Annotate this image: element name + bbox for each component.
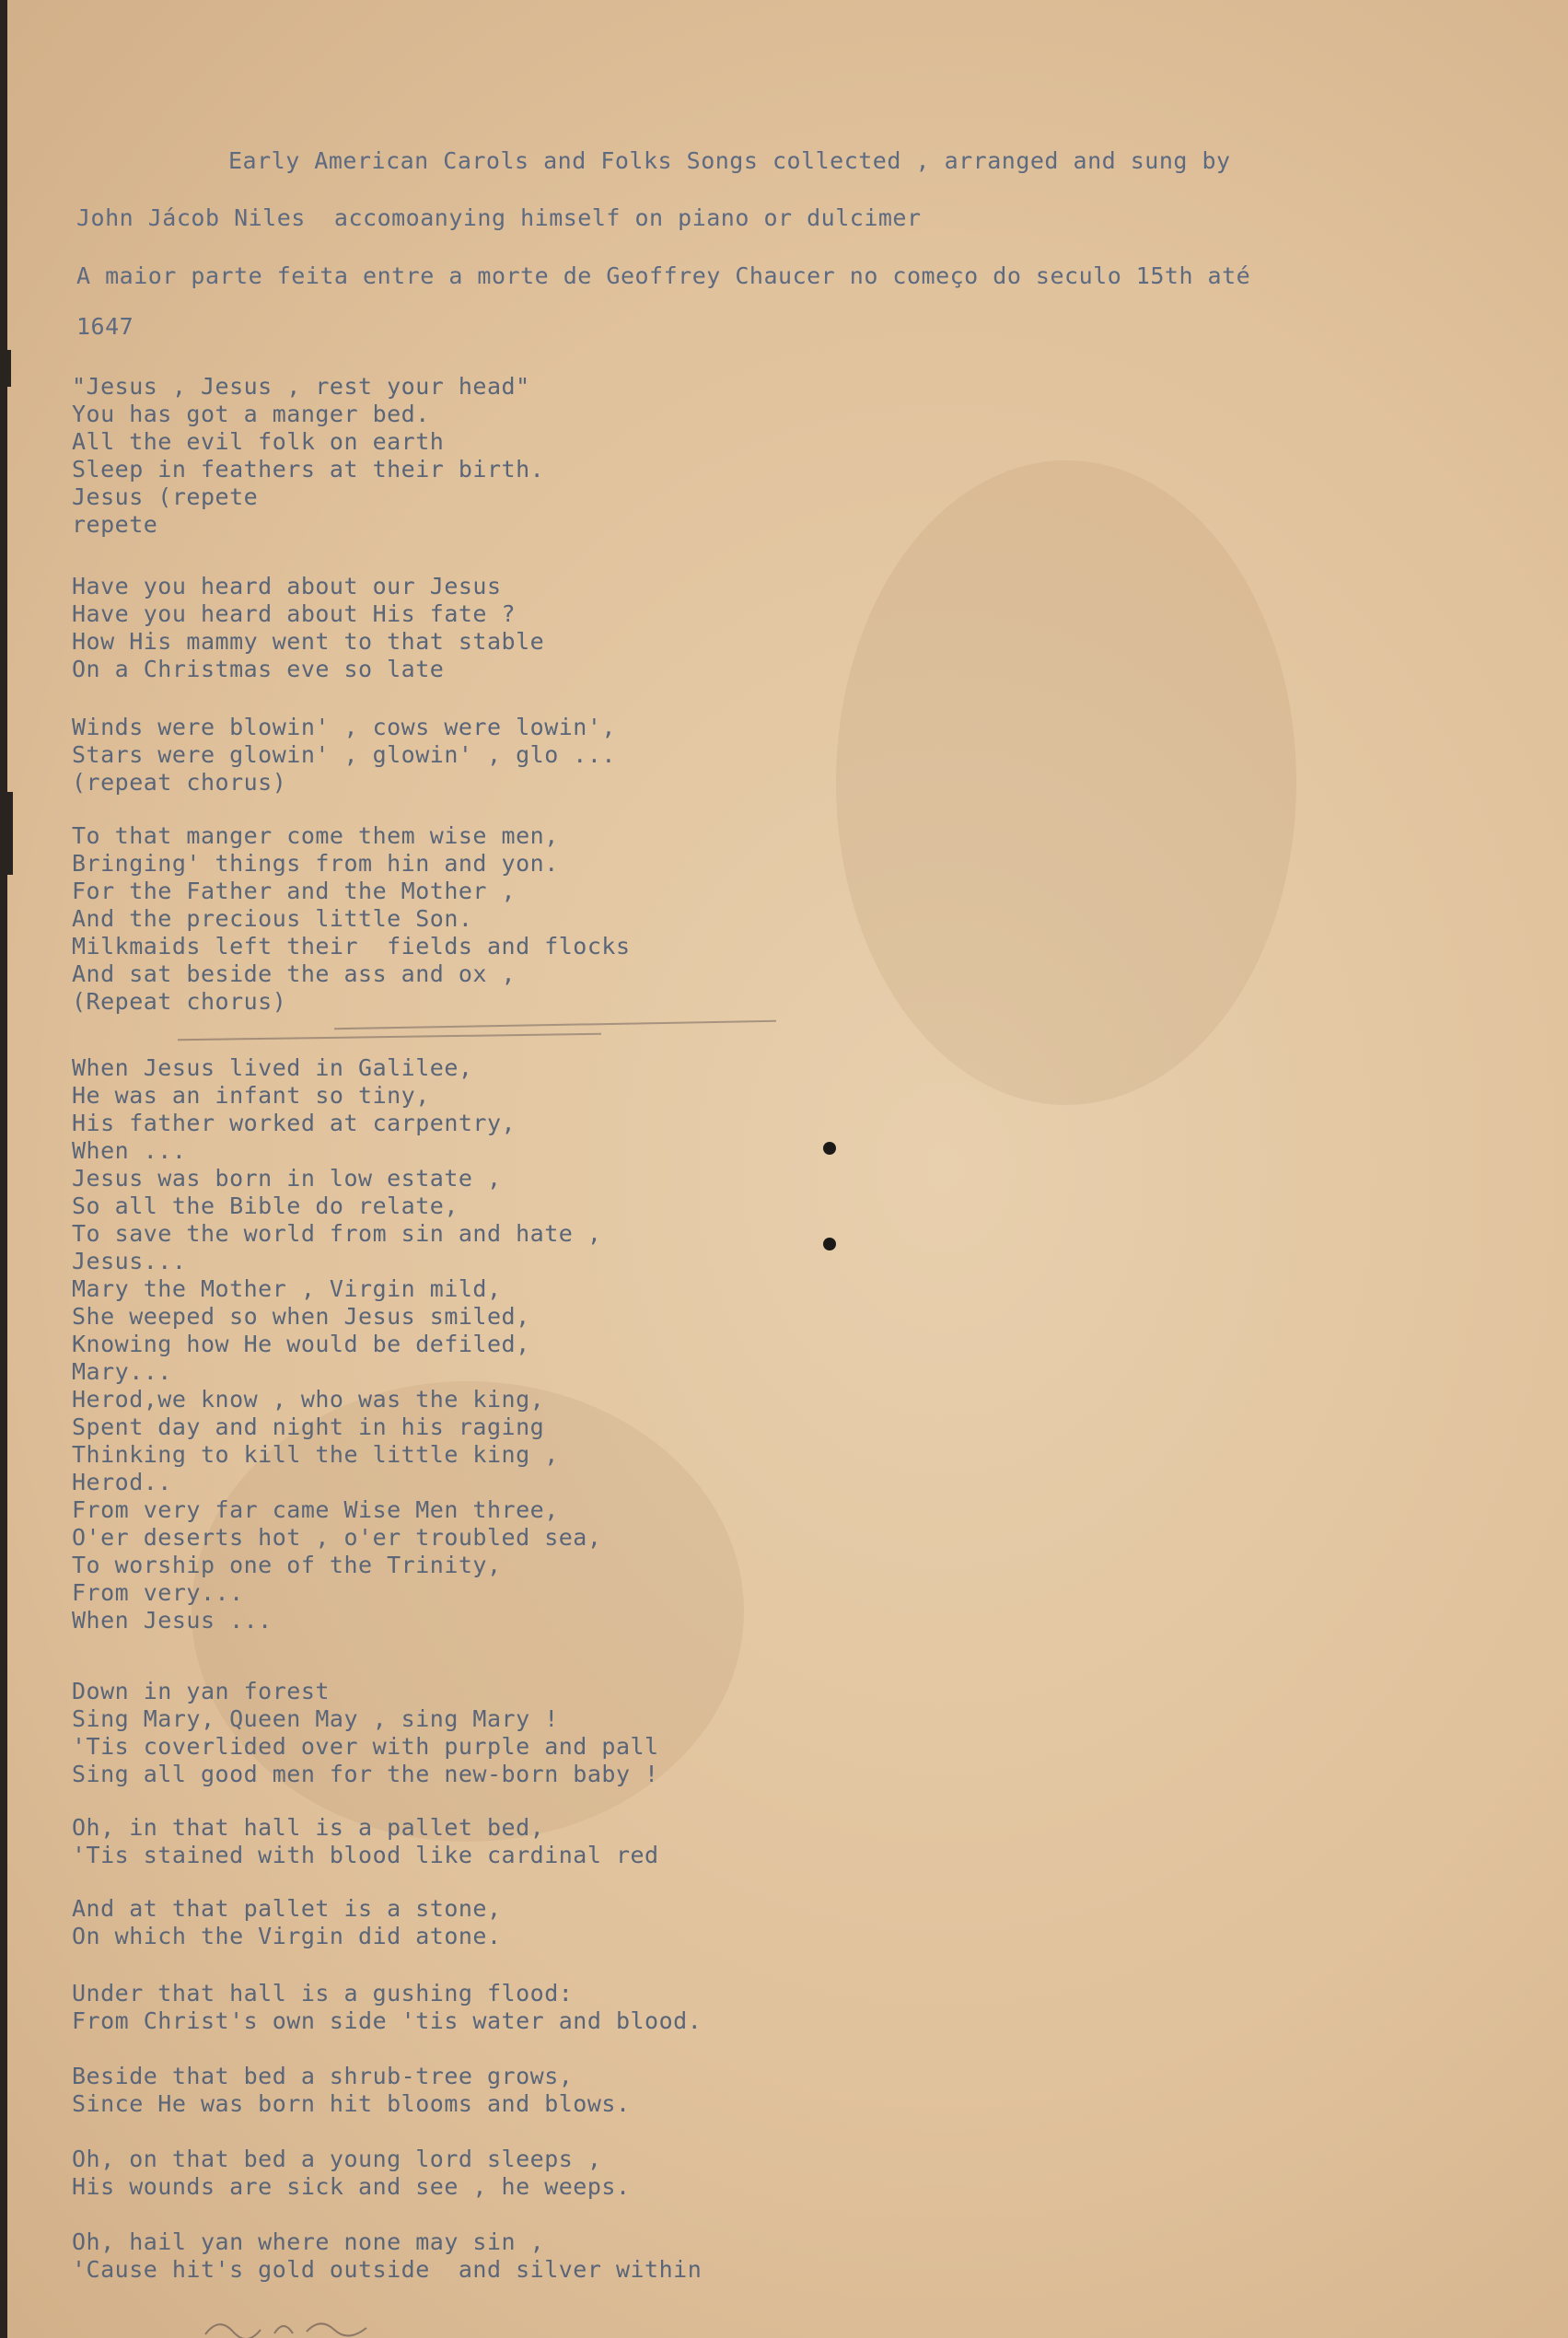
- stanza-1: [72, 373, 544, 539]
- verse-line: Oh, in that hall is a pallet bed,: [72, 1814, 545, 1841]
- punch-hole: [823, 1142, 836, 1155]
- verse-line: To save the world from sin and hate ,: [72, 1220, 602, 1247]
- verse-line: (Repeat chorus): [72, 988, 287, 1015]
- stanza-7: [72, 1814, 659, 1869]
- verse-line: When ...: [72, 1137, 187, 1164]
- verse-line: Sing Mary, Queen May , sing Mary !: [72, 1705, 559, 1732]
- paper-tear: [7, 350, 11, 387]
- verse-line: 'Cause hit's gold outside and silver within: [72, 2256, 703, 2283]
- verse-line: To worship one of the Trinity,: [72, 1552, 502, 1578]
- verse-line: 'Tis coverlided over with purple and pall: [72, 1733, 659, 1760]
- verse-line: Oh, on that bed a young lord sleeps ,: [72, 2146, 602, 2172]
- verse-line: Bringing' things from hin and yon.: [72, 850, 559, 877]
- pencil-scribble: [201, 2311, 403, 2338]
- verse-line: Jesus...: [72, 1248, 187, 1274]
- verse-line: And the precious little Son.: [72, 905, 473, 932]
- verse-line: Down in yan forest: [72, 1678, 330, 1704]
- verse-line: Mary...: [72, 1358, 172, 1385]
- verse-line: Sing all good men for the new-born baby !: [72, 1761, 659, 1787]
- typed-page: [7, 0, 1568, 2338]
- verse-line: Jesus (repete: [72, 483, 259, 510]
- pencil-stroke: [178, 1033, 601, 1041]
- verse-line: (repeat chorus): [72, 769, 287, 796]
- verse-line: On a Christmas eve so late: [72, 656, 445, 682]
- verse-line: Spent day and night in his raging: [72, 1413, 545, 1440]
- verse-line: Sleep in feathers at their birth.: [72, 456, 545, 483]
- verse-line: "Jesus , Jesus , rest your head": [72, 373, 530, 400]
- verse-line: Have you heard about our Jesus: [72, 573, 502, 599]
- verse-line: And at that pallet is a stone,: [72, 1895, 502, 1922]
- verse-line: Herod,we know , who was the king,: [72, 1386, 545, 1413]
- verse-line: Stars were glowin' , glowin' , glo ...: [72, 741, 616, 768]
- verse-line: O'er deserts hot , o'er troubled sea,: [72, 1524, 602, 1551]
- stanza-3: [72, 714, 616, 797]
- header-line-2: John Jácob Niles accomoanying himself on piano or dulcimer: [76, 204, 922, 231]
- verse-line: Milkmaids left their fields and flocks: [72, 933, 631, 960]
- verse-line: When Jesus lived in Galilee,: [72, 1054, 473, 1081]
- stanza-5: [72, 1054, 601, 1634]
- verse-line: How His mammy went to that stable: [72, 628, 545, 655]
- stanza-10: [72, 2063, 631, 2118]
- verse-line: From very far came Wise Men three,: [72, 1496, 559, 1523]
- verse-line: Knowing how He would be defiled,: [72, 1331, 530, 1357]
- verse-line: She weeped so when Jesus smiled,: [72, 1303, 530, 1330]
- verse-line: 'Tis stained with blood like cardinal red: [72, 1842, 659, 1868]
- verse-line: On which the Virgin did atone.: [72, 1923, 502, 1949]
- header-line-1: Early American Carols and Folks Songs collected , arranged and sung by: [228, 147, 1231, 174]
- verse-line: To that manger come them wise men,: [72, 822, 559, 849]
- stanza-6: [72, 1678, 659, 1788]
- verse-line: His wounds are sick and see , he weeps.: [72, 2173, 631, 2200]
- verse-line: Since He was born hit blooms and blows.: [72, 2090, 631, 2117]
- paper-stain: [836, 460, 1296, 1105]
- stanza-9: [72, 1980, 702, 2035]
- verse-line: Herod..: [72, 1469, 172, 1495]
- header-line-4: 1647: [76, 313, 134, 340]
- verse-line: He was an infant so tiny,: [72, 1082, 430, 1109]
- header-line-3: A maior parte feita entre a morte de Geoffrey Chaucer no começo do seculo 15th até: [76, 262, 1251, 289]
- verse-line: Jesus was born in low estate ,: [72, 1165, 502, 1192]
- verse-line: Winds were blowin' , cows were lowin',: [72, 714, 616, 740]
- verse-line: From Christ's own side 'tis water and blood.: [72, 2007, 703, 2034]
- stanza-11: [72, 2146, 631, 2201]
- verse-line: Thinking to kill the little king ,: [72, 1441, 559, 1468]
- verse-line: Oh, hail yan where none may sin ,: [72, 2228, 545, 2255]
- verse-line: Have you heard about His fate ?: [72, 600, 517, 627]
- stanza-2: [72, 573, 544, 683]
- verse-line: For the Father and the Mother ,: [72, 878, 517, 904]
- pencil-stroke: [334, 1020, 776, 1029]
- verse-line: You has got a manger bed.: [72, 401, 430, 427]
- verse-line: Under that hall is a gushing flood:: [72, 1980, 574, 2006]
- stanza-12: [72, 2228, 702, 2284]
- verse-line: Mary the Mother , Virgin mild,: [72, 1275, 502, 1302]
- stanza-4: [72, 822, 631, 1016]
- punch-hole: [823, 1238, 836, 1250]
- verse-line: From very...: [72, 1579, 244, 1606]
- verse-line: So all the Bible do relate,: [72, 1192, 459, 1219]
- paper-tear: [7, 792, 13, 875]
- verse-line: And sat beside the ass and ox ,: [72, 960, 517, 987]
- verse-line: His father worked at carpentry,: [72, 1110, 517, 1136]
- verse-line: All the evil folk on earth: [72, 428, 445, 455]
- verse-line: When Jesus ...: [72, 1607, 273, 1634]
- stanza-8: [72, 1895, 502, 1950]
- verse-line: Beside that bed a shrub-tree grows,: [72, 2063, 574, 2089]
- verse-line: repete: [72, 511, 158, 538]
